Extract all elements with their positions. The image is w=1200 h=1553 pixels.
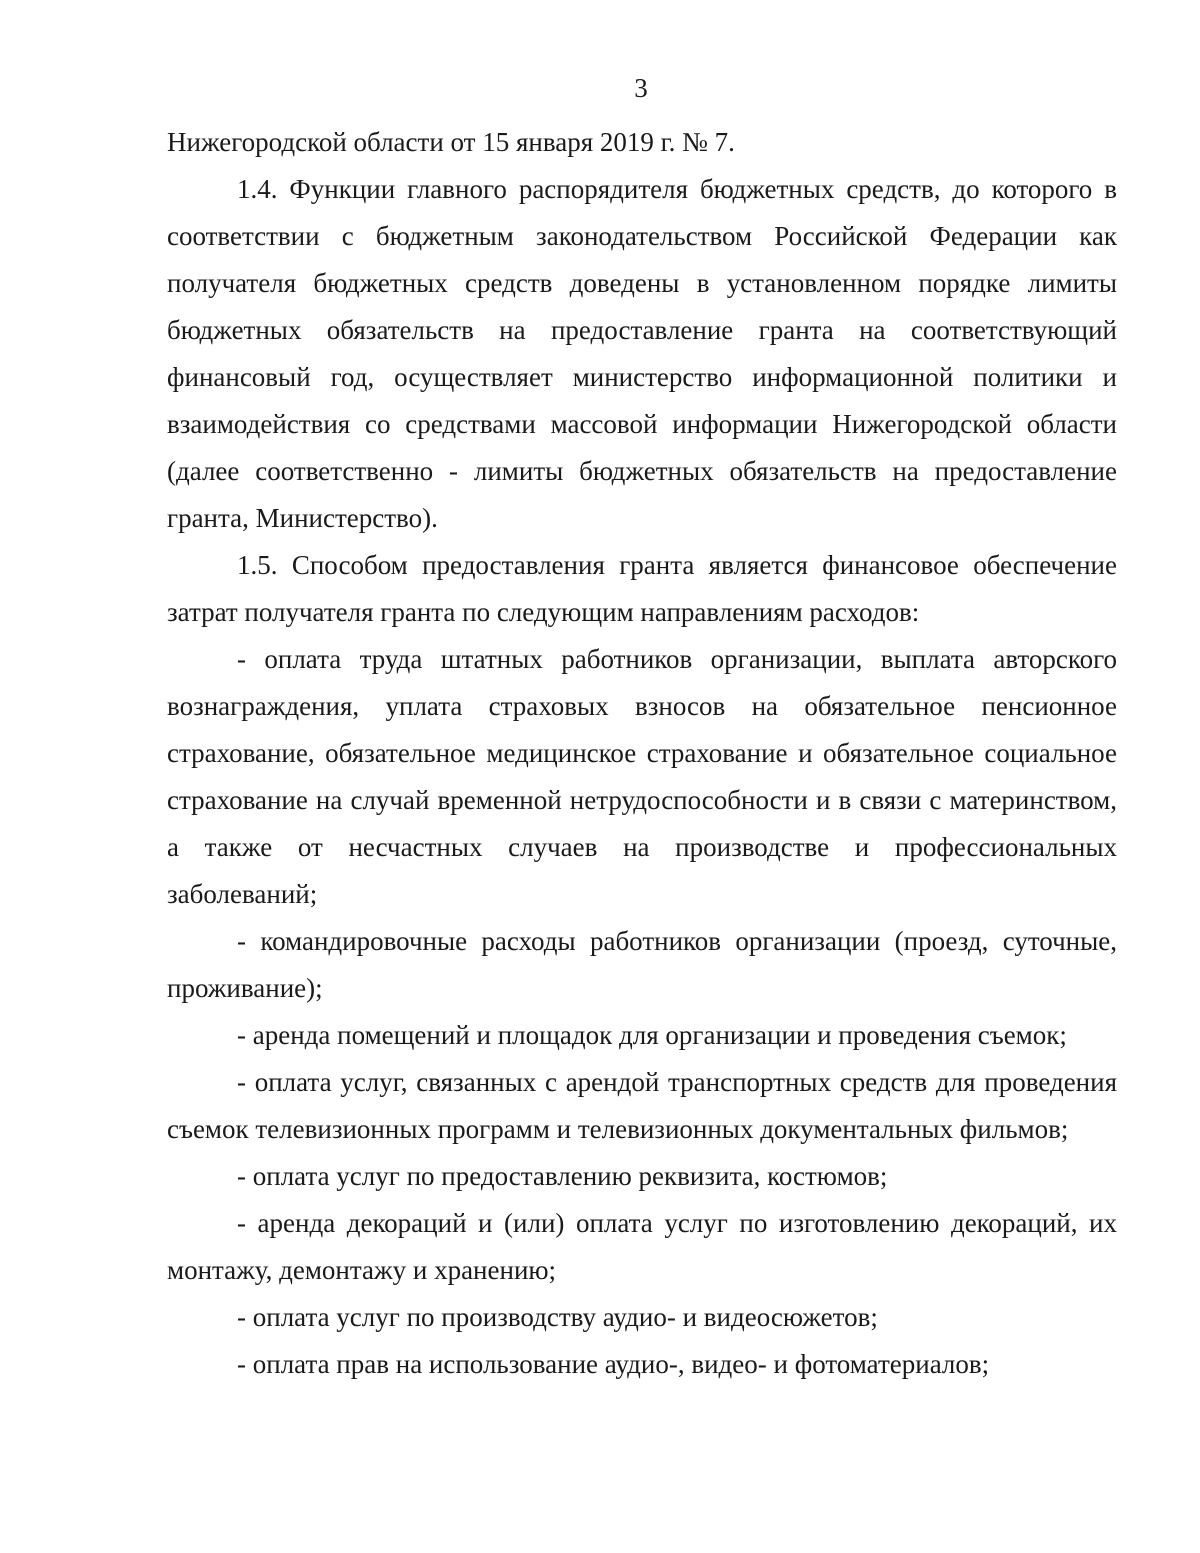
list-item-props-costumes: - оплата услуг по предоставлению реквизита, костюмов;	[237, 1161, 888, 1191]
page-number: 3	[634, 73, 648, 103]
list-item-labor-costs: - оплата труда штатных работников организации, выплата авторского вознаграждения, уплата страховых взносов на обязательное пенсионное страхование, обязательное медицинское страхование и обязательное социальное страхование на случай временной нетрудоспособности и в связи с материнством, а также от несчастных случаев на производстве и профессиональных заболеваний;	[167, 644, 1117, 909]
paragraph-1-5: 1.5. Способом предоставления гранта является финансовое обеспечение затрат получателя гранта по следующим направлениям расходов:	[167, 550, 1117, 627]
list-item-premises-rent: - аренда помещений и площадок для организации и проведения съемок;	[237, 1020, 1067, 1050]
list-item-transport-services: - оплата услуг, связанных с арендой транспортных средств для проведения съемок телевизионных программ и телевизионных документальных фильмов;	[167, 1067, 1117, 1144]
list-item-travel-expenses: - командировочные расходы работников организации (проезд, суточные, проживание);	[167, 926, 1117, 1003]
paragraph-continuation: Нижегородской области от 15 января 2019 г. № 7.	[167, 127, 735, 157]
paragraph-1-4: 1.4. Функции главного распорядителя бюджетных средств, до которого в соответствии с бюджетным законодательством Российской Федерации как получателя бюджетных средств доведены в установленном порядке лимиты бюджетных обязательств на предоставление гранта на соответствующий финансовый год, осуществляет министерство информационной политики и взаимодействия со средствами массовой информации Нижегородской области (далее соответственно - лимиты бюджетных обязательств на предоставление гранта, Министерство).	[167, 174, 1117, 533]
list-item-audio-video-production: - оплата услуг по производству аудио- и видеосюжетов;	[237, 1302, 878, 1332]
list-item-media-rights: - оплата прав на использование аудио-, видео- и фотоматериалов;	[237, 1349, 990, 1379]
list-item-decorations: - аренда декораций и (или) оплата услуг по изготовлению декораций, их монтажу, демонтажу и хранению;	[167, 1208, 1117, 1285]
document-body	[167, 119, 1117, 1388]
